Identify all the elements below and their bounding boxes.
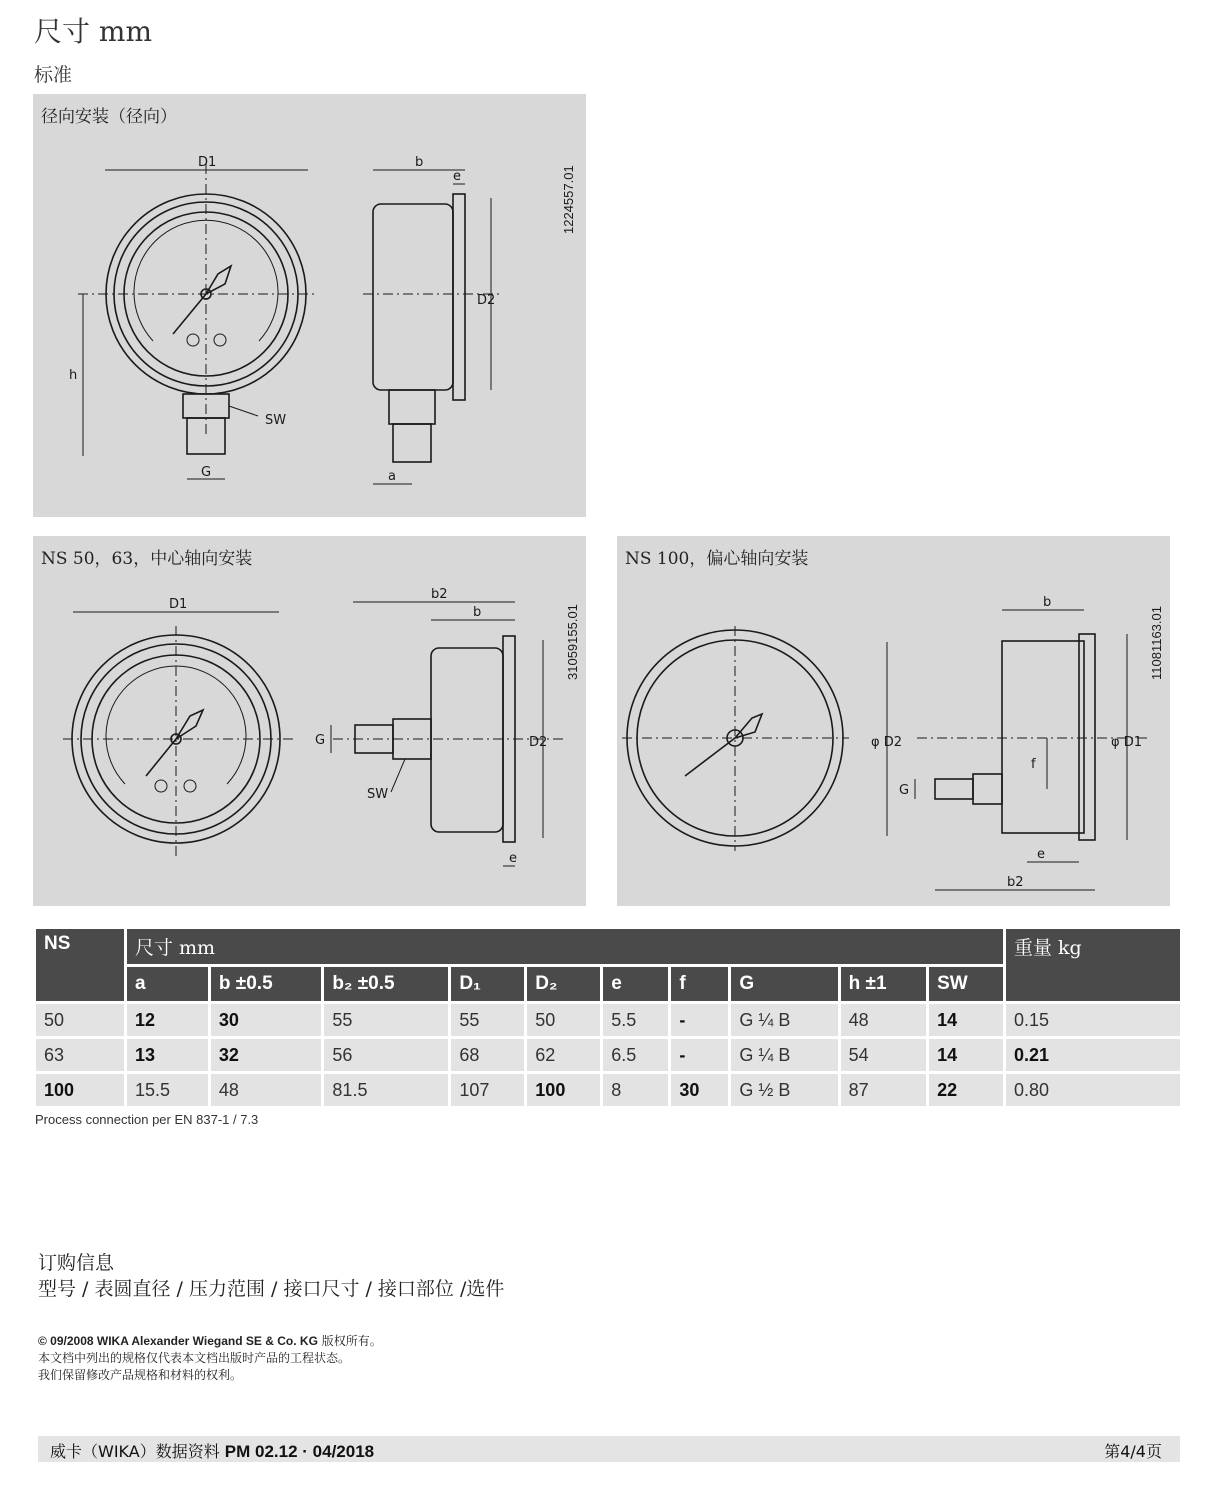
table-cell: - [671, 1039, 728, 1071]
b2-label: b2 [431, 587, 448, 602]
copyright-rights: 版权所有。 [317, 1334, 382, 1348]
b2-label: b2 [1007, 875, 1024, 890]
table-cell: - [671, 1004, 728, 1036]
panel-title: NS 50，63，中心轴向安装 [41, 549, 253, 569]
col-header: D₂ [527, 967, 600, 1001]
col-header: a [127, 967, 208, 1001]
table-cell: 55 [324, 1004, 448, 1036]
footer-doc-id [50, 1439, 374, 1462]
center-axial-panel [33, 536, 586, 906]
table-cell: 5.5 [603, 1004, 668, 1036]
table-row [36, 1074, 1180, 1106]
table-cell: 14 [929, 1039, 1003, 1071]
e-label: e [509, 851, 517, 866]
a-label: a [388, 469, 396, 484]
dimensions-group-header: 尺寸 mm [127, 929, 1003, 964]
table-cell: 81.5 [324, 1074, 448, 1106]
radial-mount-drawing [33, 94, 586, 517]
panel-title: NS 100，偏心轴向安装 [625, 549, 809, 569]
d1-label: D1 [169, 597, 188, 612]
ns-header: NS [36, 929, 124, 1001]
col-header: b ±0.5 [211, 967, 322, 1001]
table-cell: 55 [451, 1004, 524, 1036]
eccentric-axial-drawing [617, 536, 1170, 906]
col-header: f [671, 967, 728, 1001]
weight-cell: 0.80 [1006, 1074, 1180, 1106]
sw-label: SW [265, 413, 287, 428]
radial-mount-panel [33, 94, 586, 517]
table-row [36, 1039, 1180, 1071]
table-cell: 50 [527, 1004, 600, 1036]
table-cell: G ½ B [731, 1074, 837, 1106]
g-label: G [315, 733, 326, 748]
drawing-code: 31059155.01 [565, 604, 580, 680]
d1-label: D1 [198, 155, 217, 170]
ns-cell: 100 [36, 1074, 124, 1106]
table-cell: 56 [324, 1039, 448, 1071]
e-label: e [453, 169, 461, 184]
table-cell: 107 [451, 1074, 524, 1106]
g-label: G [201, 465, 212, 480]
table-cell: 15.5 [127, 1074, 208, 1106]
table-cell: G ¼ B [731, 1004, 837, 1036]
e-label: e [1037, 847, 1045, 862]
footer-doc-number: PM 02.12 · 04/2018 [224, 1442, 375, 1461]
table-cell: 54 [841, 1039, 926, 1071]
table-cell: 48 [841, 1004, 926, 1036]
drawing-code: 11081163.01 [1149, 606, 1164, 680]
ns-cell: 63 [36, 1039, 124, 1071]
weight-cell: 0.21 [1006, 1039, 1180, 1071]
col-header: b₂ ±0.5 [324, 967, 448, 1001]
b-label: b [1043, 595, 1052, 610]
table-cell: 32 [211, 1039, 322, 1071]
ns-cell: 50 [36, 1004, 124, 1036]
table-cell: 14 [929, 1004, 1003, 1036]
copyright-block [38, 1333, 382, 1384]
table-cell: 8 [603, 1074, 668, 1106]
page-footer [38, 1436, 1180, 1462]
dimensions-table [33, 926, 1183, 1109]
table-cell: 12 [127, 1004, 208, 1036]
col-header: SW [929, 967, 1003, 1001]
weight-header: 重量 kg [1006, 929, 1180, 1001]
table-cell: 100 [527, 1074, 600, 1106]
table-row [36, 1004, 1180, 1036]
table-cell: 48 [211, 1074, 322, 1106]
page-title: 尺寸 mm [34, 15, 153, 48]
col-header: e [603, 967, 668, 1001]
d2-label: D2 [477, 293, 496, 308]
table-cell: G ¼ B [731, 1039, 837, 1071]
table-cell: 87 [841, 1074, 926, 1106]
table-cell: 68 [451, 1039, 524, 1071]
process-connection-note: Process connection per EN 837-1 / 7.3 [35, 1112, 259, 1127]
table-cell: 22 [929, 1074, 1003, 1106]
copyright-line3: 我们保留修改产品规格和材料的权利。 [38, 1368, 243, 1382]
h-label: h [69, 368, 78, 383]
eccentric-axial-panel [617, 536, 1170, 906]
table-cell: 30 [211, 1004, 322, 1036]
center-axial-drawing [33, 536, 586, 906]
table-cell: 62 [527, 1039, 600, 1071]
col-header: D₁ [451, 967, 524, 1001]
weight-cell: 0.15 [1006, 1004, 1180, 1036]
copyright-owner: © 09/2008 WIKA Alexander Wiegand SE & Co. KG [38, 1334, 318, 1348]
footer-prefix: 威卡（WIKA）数据资料 [50, 1442, 225, 1461]
ordering-text: 型号 / 表圆直径 / 压力范围 / 接口尺寸 / 接口部位 /选件 [38, 1278, 505, 1300]
col-header: h ±1 [841, 967, 926, 1001]
section-subtitle: 标准 [34, 64, 73, 86]
d2-label: φ D2 [871, 735, 902, 750]
sw-label: SW [367, 787, 389, 802]
panel-title: 径向安装（径向） [41, 107, 177, 127]
table-cell: 6.5 [603, 1039, 668, 1071]
footer-page-number: 第4/4页 [1104, 1442, 1162, 1461]
table-cell: 13 [127, 1039, 208, 1071]
copyright-line2: 本文档中列出的规格仅代表本文档出版时产品的工程状态。 [38, 1351, 351, 1365]
d2-label: D2 [529, 735, 548, 750]
d1-label: φ D1 [1111, 735, 1142, 750]
g-label: G [899, 783, 910, 798]
f-label: f [1031, 757, 1036, 772]
b-label: b [415, 155, 424, 170]
col-header: G [731, 967, 837, 1001]
drawing-code: 1224557.01 [561, 165, 576, 234]
b-label: b [473, 605, 482, 620]
ordering-title: 订购信息 [38, 1252, 115, 1274]
table-cell: 30 [671, 1074, 728, 1106]
